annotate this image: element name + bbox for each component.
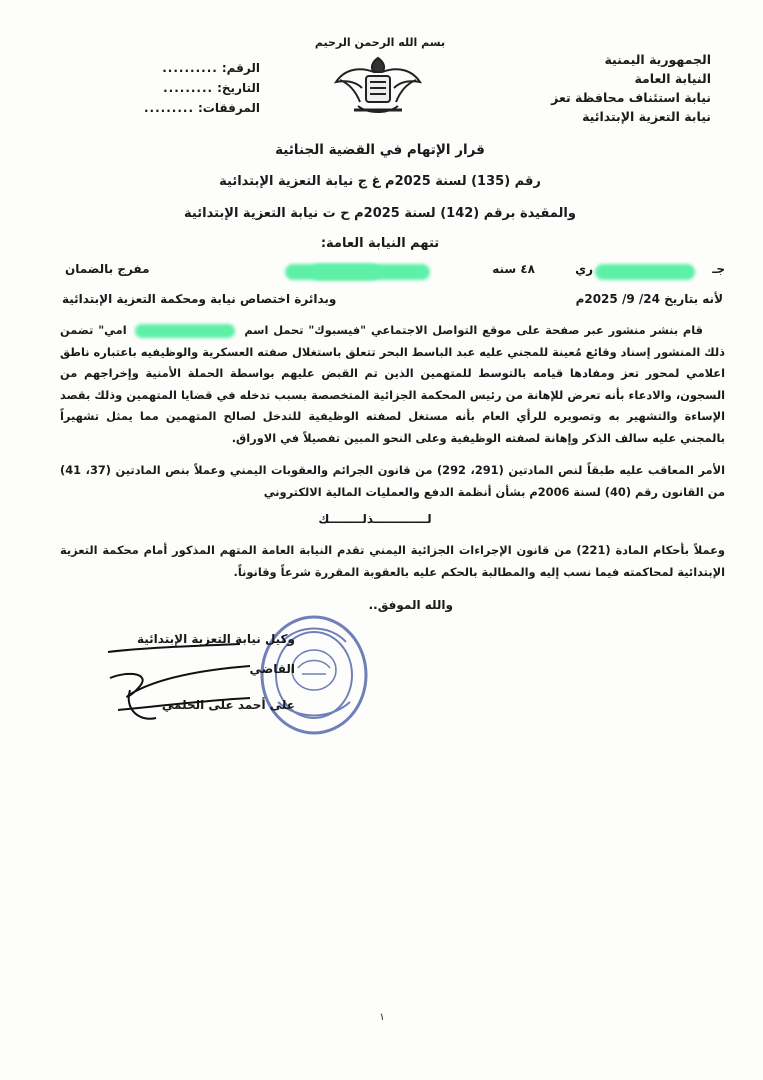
charge-paragraph-start: قام بنشر منشور عبر صفحة على موقع التواصل الاجتماعي "فيسبوك" تحمل اسم	[244, 323, 704, 337]
ref-attachments-label: المرفقات:	[198, 101, 260, 115]
ref-attachments-row	[110, 98, 260, 118]
accused-name-prefix: جـ	[712, 262, 725, 276]
ref-date-row	[110, 78, 260, 98]
charge-paragraph-rest: إسناد وقائع مُعينة للمجني عليه عبد الباسط البحر تتعلق باستغلال صفته العسكرية والوظيفيه باعتباره ناطق اعلامي لمحور تعز ومفادها قيامه بالتوسط للمتهمين الذين تم القبض عليهم بواسطة الحملة الأمنية وإخراجهم من السجون، والادعاء بأنه تعرض للإهانة من رئيس المحكمة الجزائية المتخصصة بسبب تدخله في قضايا المتهمين وذلك بقصد الإساءة والتشهير به وتصويره للرأي العام بأنه مستغل لصفته الوظيفية للتدخل لصالح المتهمين مما يمثل تشهيراً بالمجني عليه سالف الذكر وإهانة لصفته الوظيفية وعلى النحو المبين تفصيلاً في الاوراق.	[60, 344, 725, 445]
registered-number-line: والمقيدة برقم (142) لسنة 2025م ح ت نيابة التعزية الإبتدائية	[184, 206, 576, 221]
redacted-accused-detail-2	[285, 264, 380, 280]
ref-date-value: .........	[163, 81, 214, 95]
yemen-eagle-emblem-icon	[330, 52, 426, 120]
referral-paragraph: وعملاً بأحكام المادة (221) من قانون الإجراءات الجزائية اليمني تقدم النيابة العامة المتهم المذكور أمام محكمة التعزية الإبتدائية لمحاكمته فيما نسب إليه والمطالبة بالحكم عليه بالعقوبة المقررة شرعاً وقانوناً.	[60, 543, 725, 579]
issuer-line-3: نيابة استئناف محافظة تعز	[551, 90, 711, 105]
decision-title: قرار الإتهام في القضية الجنائية	[275, 142, 485, 158]
signatory-title: وكيل نيابة التعزية الإبتدائية	[137, 632, 295, 646]
legal-basis-paragraph: الأمر المعاقب عليه طبقاً لنص المادتين (291، 292) من قانون الجرائم والعقوبات اليمني وعملاً بنص المادتين (37، 41) من القانون رقم (40) لسنة 2006م بشأن أنظمة الدفع والعمليات المالية الالكتروني	[60, 463, 725, 499]
charge-paragraph-after-redaction: امي" تضمن ذلك المنشور	[60, 323, 725, 359]
jurisdiction-line: وبدائرة اختصاص نيابة ومحكمة التعزية الإبتدائية	[62, 292, 337, 306]
redacted-accused-name	[595, 264, 695, 280]
signatory-name: على أحمد على الحلمي	[161, 698, 295, 712]
ref-number-label: الرقم:	[221, 61, 260, 75]
issuer-header	[481, 50, 711, 126]
accused-name-suffix: ري	[575, 262, 593, 276]
ref-number-row	[110, 58, 260, 78]
basmala: بسم الله الرحمن الرحيم	[314, 36, 446, 49]
closing-line: والله الموفق..	[368, 598, 453, 612]
ref-date-label: التاريخ:	[217, 81, 260, 95]
issuer-line-2: النيابة العامة	[634, 71, 711, 86]
accused-row	[55, 262, 725, 284]
page-number: ١	[379, 1012, 385, 1023]
accused-status: مفرج بالضمان	[65, 262, 150, 276]
accused-age: ٤٨ سنه	[492, 262, 535, 276]
charge-date-line: لأنه بتاريخ 24/ 9/ 2025م	[575, 292, 723, 306]
ref-attachments-value: .........	[143, 101, 194, 115]
redacted-page-name	[135, 324, 235, 338]
reference-fields	[110, 58, 260, 118]
issuer-line-1: الجمهورية اليمنية	[604, 52, 711, 67]
therefore-divider: لـــــــــــــذلــــــــك	[318, 512, 432, 526]
signatory-rank: القاضي	[249, 662, 295, 676]
issuer-line-4: نيابة التعزية الإبتدائية	[582, 109, 711, 124]
charge-paragraph	[60, 320, 725, 449]
prosecution-accuses-line: تتهم النيابة العامة:	[320, 236, 440, 251]
case-number-line: رقم (135) لسنة 2025م غ ج نيابة التعزية الإبتدائية	[219, 174, 541, 189]
handwritten-signature-icon	[100, 630, 260, 730]
ref-number-value: ..........	[162, 61, 218, 75]
